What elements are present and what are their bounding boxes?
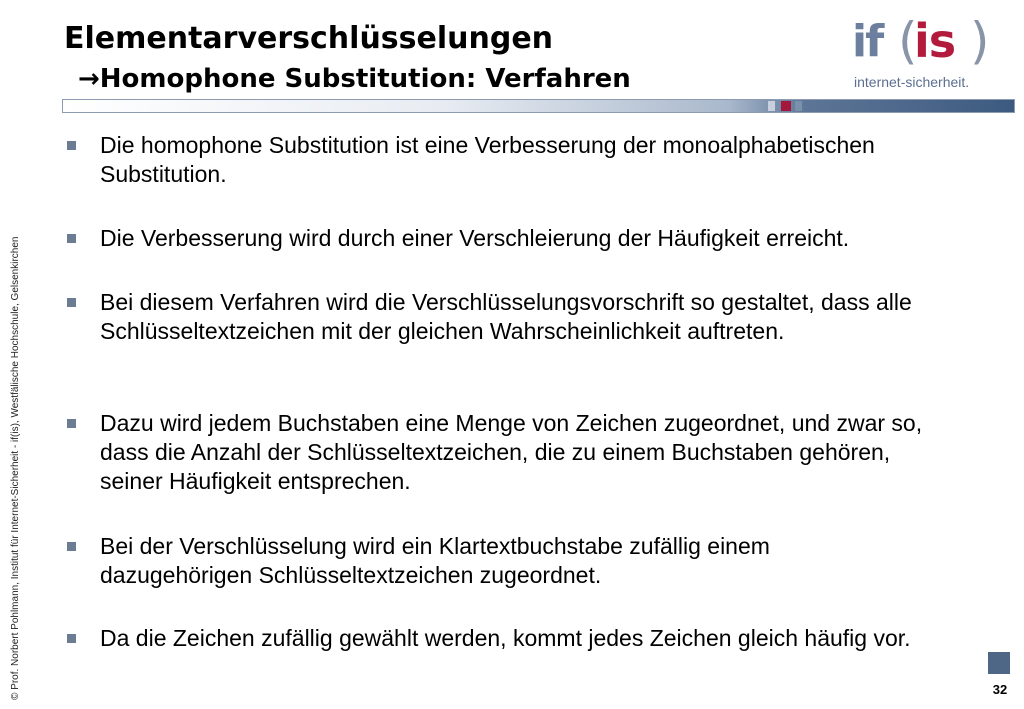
slide-subtitle-text: Homophone Substitution: Verfahren — [99, 64, 631, 94]
bullet-text: Bei diesem Verfahren wird die Verschlüsselungsvorschrift so gestaltet, dass alle Schlüsseltextzeichen mit der gleichen Wahrscheinlichkeit auftreten. — [100, 289, 912, 344]
bullet-text: Die Verbesserung wird durch einer Verschleierung der Häufigkeit erreicht. — [100, 225, 850, 251]
bullet-marker-icon — [67, 234, 76, 243]
logo-mark-paren-open: ( — [898, 12, 918, 70]
bullet-text: Da die Zeichen zufällig gewählt werden, kommt jedes Zeichen gleich häufig vor. — [100, 625, 911, 651]
bullet-item — [100, 532, 900, 590]
logo-mark-if: if — [852, 16, 883, 67]
ifis-logo — [850, 12, 1000, 92]
bullet-marker-icon — [67, 419, 76, 428]
bullet-marker-icon — [67, 542, 76, 551]
header-rule-red-square — [781, 101, 791, 111]
bullet-marker-icon — [67, 634, 76, 643]
bullet-item — [100, 288, 940, 346]
header-rule-square — [768, 101, 775, 111]
header-rule-square — [795, 101, 802, 111]
logo-mark-is: is — [914, 14, 956, 68]
bullet-item — [100, 409, 950, 496]
logo-text: internet-sicherheit. — [854, 74, 970, 90]
bullet-item — [100, 131, 980, 189]
sidebar-copyright: © Prof. Norbert Pohlmann, Institut für Internet-Sicherheit - if(is), Westfälische Hochschule, Gelsenkirchen — [10, 236, 21, 700]
bullet-text: Dazu wird jedem Buchstaben eine Menge von Zeichen zugeordnet, und zwar so, dass die Anzahl der Schlüsseltextzeichen, die zu einem Buchstaben gehören, seiner Häufigkeit entsprechen. — [100, 410, 923, 494]
page-indicator-box — [988, 652, 1010, 674]
bullet-item — [100, 624, 920, 653]
arrow-right-icon: → — [78, 64, 100, 94]
bullet-marker-icon — [67, 141, 76, 150]
logo-mark-paren-close: ) — [970, 12, 990, 70]
bullet-marker-icon — [67, 298, 76, 307]
page-number: 32 — [992, 682, 1008, 697]
slide-title: Elementarverschlüsselungen — [64, 21, 554, 56]
slide-subtitle — [78, 62, 631, 96]
bullet-text: Bei der Verschlüsselung wird ein Klartextbuchstabe zufällig einem dazugehörigen Schlüsseltextzeichen zugeordnet. — [100, 533, 770, 588]
header-rule — [62, 99, 1015, 113]
bullet-text: Die homophone Substitution ist eine Verbesserung der monoalphabetischen Substitution. — [100, 132, 875, 187]
bullet-item — [100, 224, 980, 253]
